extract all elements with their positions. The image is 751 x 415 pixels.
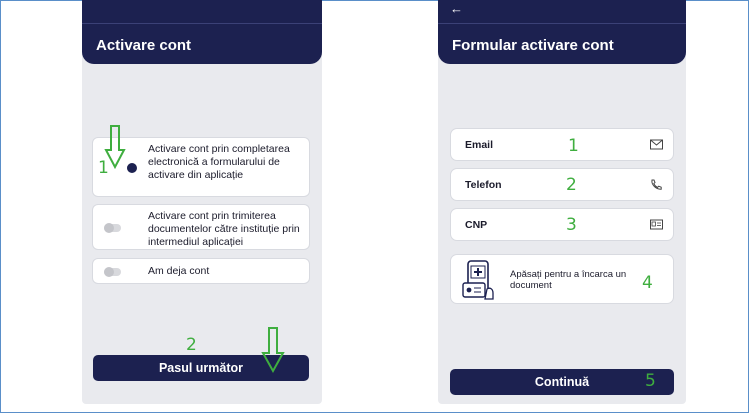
toggle-icon[interactable] xyxy=(104,268,121,276)
next-step-button[interactable]: Pasul următor xyxy=(93,355,309,381)
field-label: Email xyxy=(465,139,494,151)
status-divider xyxy=(438,23,686,24)
field-label: Telefon xyxy=(465,179,502,191)
option-label: Activare cont prin trimiterea documentelor către instituție prin intermediul aplicației xyxy=(148,210,300,248)
cnp-field[interactable] xyxy=(450,208,674,241)
option-label: Am deja cont xyxy=(148,265,210,277)
id-card-icon xyxy=(650,219,663,230)
annotation-number: 3 xyxy=(566,215,577,235)
option-have-account[interactable] xyxy=(92,258,310,284)
email-field[interactable] xyxy=(450,128,674,161)
option-label: Activare cont prin completarea electronică a formularului de activare din aplicație xyxy=(148,143,290,181)
down-arrow-annotation-icon xyxy=(104,124,126,170)
annotation-number: 2 xyxy=(566,175,577,195)
annotation-number: 1 xyxy=(568,136,579,156)
app-header xyxy=(82,0,322,64)
document-upload-icon xyxy=(460,259,500,301)
page-title: Activare cont xyxy=(96,37,192,54)
annotation-number: 5 xyxy=(645,371,656,391)
upload-instruction: Apăsați pentru a încarca un document xyxy=(510,269,627,291)
option-send-documents[interactable] xyxy=(92,204,310,250)
down-arrow-annotation-icon xyxy=(261,326,285,374)
phone-icon xyxy=(650,179,663,190)
continue-button[interactable]: Continuă xyxy=(450,369,674,395)
annotation-number: 4 xyxy=(642,273,653,293)
radio-selected-icon[interactable] xyxy=(127,163,137,173)
app-header xyxy=(438,0,686,64)
field-label: CNP xyxy=(465,219,488,231)
back-arrow-icon[interactable]: ← xyxy=(450,1,463,16)
annotation-number: 2 xyxy=(186,335,197,355)
activation-form-screen xyxy=(438,0,686,404)
page-title: Formular activare cont xyxy=(452,37,614,54)
envelope-icon xyxy=(650,139,663,150)
document-upload-area[interactable] xyxy=(450,254,674,304)
toggle-icon[interactable] xyxy=(104,224,121,232)
status-divider xyxy=(82,23,322,24)
annotation-number: 1 xyxy=(98,158,109,178)
activation-choice-screen xyxy=(82,0,322,404)
phone-field[interactable] xyxy=(450,168,674,201)
